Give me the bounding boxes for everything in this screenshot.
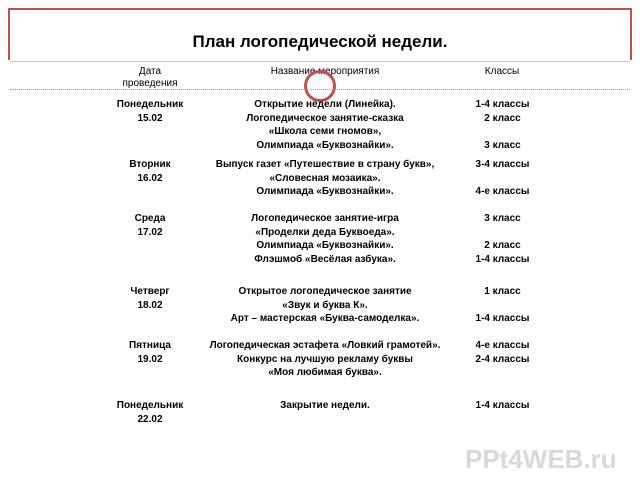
frame-top-border (8, 8, 632, 10)
title-underline (10, 61, 630, 62)
row-date: 19.02 (137, 353, 163, 365)
row-event-line: «Моя любимая буква». (268, 367, 382, 378)
row-day: Среда (134, 213, 166, 224)
row-event-line: «Проделки деда Буквоеда». (255, 226, 395, 238)
row-event-line: Логопедическое занятие-сказка (246, 112, 404, 124)
row-class-line: 2 класс (484, 112, 521, 124)
row-event-cell (190, 212, 460, 266)
row-classes-cell (455, 158, 550, 199)
row-event-cell (190, 399, 460, 413)
row-class-line: 4-е классы (475, 186, 530, 197)
row-day: Понедельник (116, 400, 184, 411)
row-event-line: Олимпиада «Буквознайки». (256, 139, 394, 151)
row-day: Понедельник (116, 99, 184, 110)
header-date-line-2: проведения (122, 78, 178, 89)
row-event-line: Закрытие недели. (280, 400, 370, 411)
header-date (115, 66, 185, 90)
row-date: 18.02 (137, 299, 163, 311)
row-event-line: Конкурс на лучшую рекламу буквы (237, 353, 413, 365)
row-event-line: Открытое логопедическое занятие (238, 286, 412, 297)
row-event-cell (190, 158, 460, 199)
header-date-line-1: Дата (138, 66, 162, 77)
header-classes: Классы (484, 66, 520, 77)
row-date: 17.02 (137, 226, 163, 238)
row-class-line: 2 класс (484, 240, 521, 251)
row-event-line: Флэшмоб «Весёлая азбука». (254, 253, 396, 265)
row-day: Четверг (130, 286, 170, 297)
page-title: План логопедической недели. (192, 32, 448, 51)
row-event-cell (190, 285, 460, 326)
row-class-line (455, 226, 550, 240)
row-classes-cell (455, 399, 550, 413)
row-event-line: «Звук и буква К». (282, 299, 368, 311)
row-class-line: 1-4 классы (475, 99, 530, 110)
row-class-line: 1-4 классы (475, 253, 530, 265)
row-class-line: 1-4 классы (475, 313, 530, 324)
row-event-line: Арт – мастерская «Буква-самоделка». (230, 313, 420, 324)
row-classes-cell (455, 212, 550, 266)
row-day-cell (105, 285, 195, 312)
row-class-line (455, 125, 550, 139)
row-day-cell (105, 399, 195, 426)
header-event: Название мероприятия (270, 66, 380, 77)
row-day-cell (105, 212, 195, 239)
row-day-cell (105, 158, 195, 185)
row-class-line: 2-4 классы (475, 353, 530, 365)
row-classes-cell (455, 285, 550, 326)
row-classes-cell (455, 339, 550, 380)
row-class-line (455, 299, 550, 313)
row-day-cell (105, 339, 195, 366)
row-day: Вторник (129, 159, 171, 170)
row-event-line: «Школа семи гномов», (268, 126, 382, 137)
row-class-line: 1-4 классы (475, 400, 530, 411)
row-event-line: Открытие недели (Линейка). (254, 99, 396, 110)
row-day: Пятница (129, 340, 171, 351)
row-class-line: 1 класс (484, 286, 521, 297)
row-class-line: 4-е классы (475, 340, 530, 351)
row-event-cell (190, 98, 460, 152)
row-class-line: 3-4 классы (475, 159, 530, 170)
row-date: 16.02 (137, 172, 163, 184)
row-event-line: Выпуск газет «Путешествие в страну букв», (215, 159, 435, 170)
row-day-cell (105, 98, 195, 125)
row-event-line: Олимпиада «Буквознайки». (256, 186, 394, 197)
row-event-line: «Словесная мозаика». (269, 172, 381, 184)
row-event-line: Логопедическое занятие-игра (251, 213, 399, 224)
watermark: PPt4WEB.ru (465, 444, 617, 474)
row-class-line: 3 класс (484, 213, 521, 224)
row-classes-cell (455, 98, 550, 152)
row-event-line: Логопедическая эстафета «Ловкий грамотей». (209, 340, 441, 351)
row-class-line (455, 366, 550, 380)
row-class-line: 3 класс (484, 139, 521, 151)
row-event-cell (190, 339, 460, 380)
row-class-line (455, 172, 550, 186)
header-divider (10, 89, 630, 90)
row-event-line: Олимпиада «Буквознайки». (256, 240, 394, 251)
row-date: 15.02 (137, 112, 163, 124)
row-date: 22.02 (137, 413, 163, 425)
